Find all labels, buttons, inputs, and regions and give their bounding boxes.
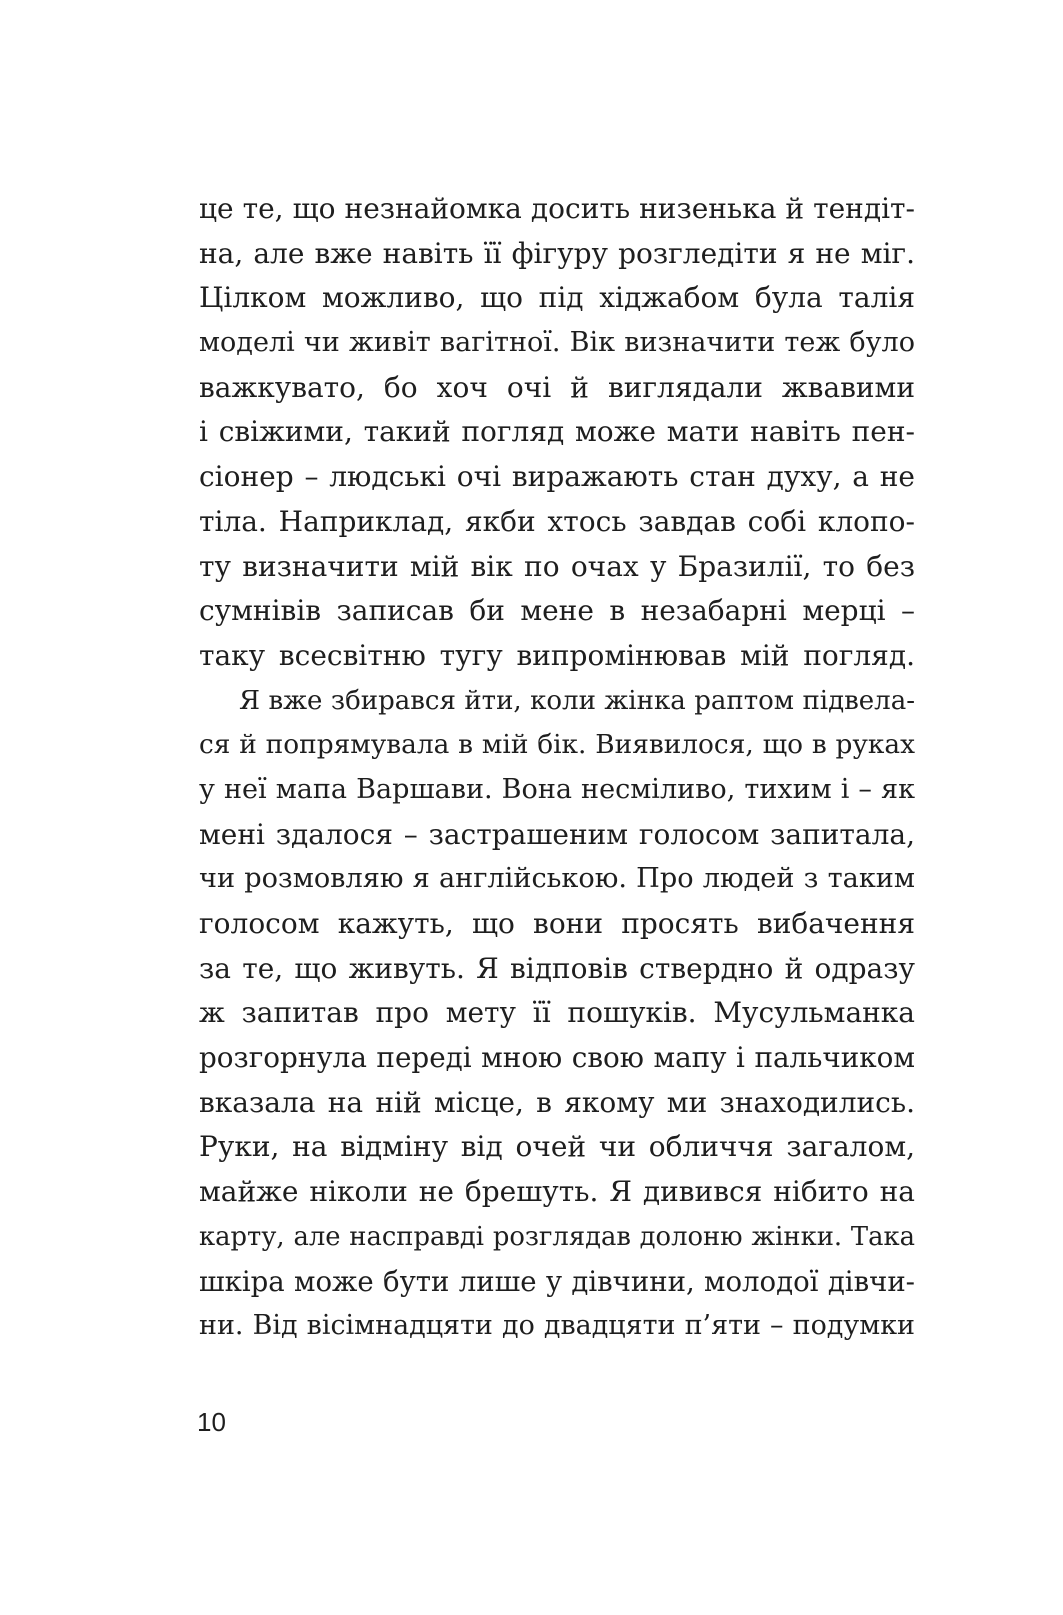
text-line: тіла. Наприклад, якби хтось завдав собі клопо- (199, 504, 915, 538)
text-line: у неї мапа Варшави. Вона несміливо, тихим і – як (199, 773, 915, 805)
text-line: Я вже збирався йти, коли жінка раптом підвела- (239, 685, 915, 716)
text-line: ни. Від вісімнадцяти до двадцяти п’яти – подумки (199, 1310, 915, 1342)
page-number: 10 (197, 1407, 226, 1437)
text-line: ж запитав про мету її пошуків. Мусульманка (199, 996, 915, 1030)
text-line: вказала на ній місце, в якому ми знаходились. (199, 1085, 915, 1119)
text-line: важкувато, бо хоч очі й виглядали жвавими (199, 370, 915, 404)
text-line: шкіра може бути лише у дівчини, молодої дівчи- (199, 1265, 915, 1298)
body-text (199, 187, 915, 1349)
text-line: майже ніколи не брешуть. Я дивився нібито на (199, 1175, 915, 1209)
text-line: розгорнула переді мною свою мапу і пальчиком (199, 1041, 915, 1075)
paragraph-2 (199, 679, 915, 1349)
text-line: мені здалося – застрашеним голосом запитала, (199, 817, 915, 851)
text-line: сіонер – людські очі виражають стан духу, а не (199, 460, 915, 494)
text-line: ту визначити мій вік по очах у Бразилії, то без (199, 549, 915, 583)
text-line: голосом кажуть, що вони просять вибачення (199, 907, 915, 940)
text-line: Цілком можливо, що під хіджабом була талія (199, 281, 915, 315)
text-line: ся й попрямувала в мій бік. Виявилося, що в руках (199, 730, 915, 761)
paragraph-1 (199, 187, 915, 679)
text-line: за те, що живуть. Я відповів ствердно й одразу (199, 951, 915, 985)
text-line: на, але вже навіть її фігуру розгледіти я не міг. (199, 236, 915, 270)
text-line: сумнівів записав би мене в незабарні мерці – (199, 594, 915, 628)
text-line: чи розмовляю я англійською. Про людей з таким (199, 863, 915, 895)
text-line: Руки, на відміну від очей чи обличчя загалом, (199, 1130, 915, 1164)
text-line: це те, що незнайомка досить низенька й тендіт- (199, 192, 915, 225)
text-line: таку всесвітню тугу випромінював мій погляд. (199, 638, 915, 672)
text-line: моделі чи живіт вагітної. Вік визначити теж було (199, 327, 915, 359)
text-line: карту, але насправді розглядав долоню жінки. Така (199, 1221, 915, 1252)
text-line: і свіжими, такий погляд може мати навіть пен- (199, 415, 915, 449)
